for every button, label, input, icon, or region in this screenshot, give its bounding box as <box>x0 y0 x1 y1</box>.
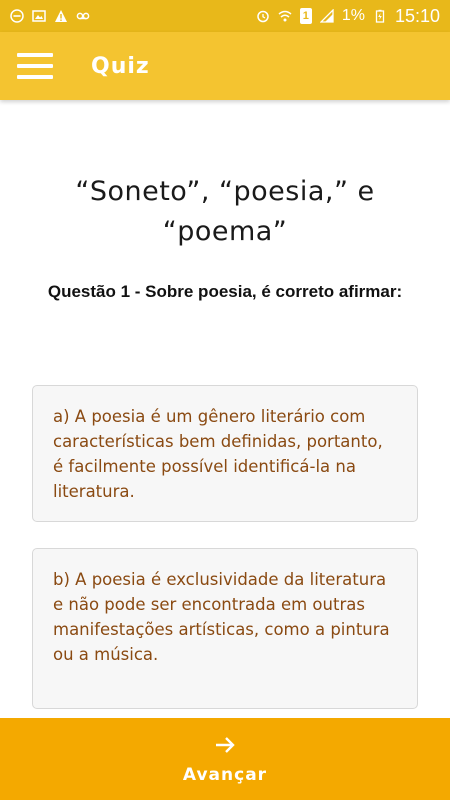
menu-line <box>17 53 53 57</box>
battery-charging-icon <box>373 9 387 23</box>
clock-time: 15:10 <box>394 5 440 26</box>
quiz-title: “Soneto”, “poesia,” e “poema” <box>75 176 375 247</box>
signal-icon <box>320 9 334 23</box>
question-text: Questão 1 - Sobre poesia, é correto afirmar: <box>47 282 403 301</box>
menu-line <box>17 64 53 68</box>
battery-percent: 1% <box>341 7 365 24</box>
alarm-icon <box>256 9 270 23</box>
answer-option-b[interactable]: b) A poesia é exclusividade da literatura e não pode ser encontrada em outras manifestações artísticas, como a pintura ou a música. <box>32 548 418 709</box>
voicemail-icon <box>76 9 90 23</box>
hamburger-menu-icon[interactable] <box>17 53 53 79</box>
app-title: Quiz <box>91 53 150 79</box>
app-bar <box>0 32 450 100</box>
status-bar <box>0 0 450 32</box>
menu-line <box>17 75 53 79</box>
status-left-icons <box>10 9 90 23</box>
next-button-label: Avançar <box>182 765 268 785</box>
warning-icon <box>54 9 68 23</box>
do-not-disturb-icon <box>10 9 24 23</box>
quiz-content[interactable] <box>0 100 450 718</box>
status-right-icons <box>256 6 440 27</box>
arrow-right-icon <box>213 733 237 757</box>
image-notification-icon <box>32 9 46 23</box>
next-button[interactable] <box>0 718 450 800</box>
wifi-icon <box>278 9 292 23</box>
answer-option-a[interactable]: a) A poesia é um gênero literário com características bem definidas, portanto, é facilmente possível identificá-la na literatura. <box>32 385 418 522</box>
sim-badge: 1 <box>300 8 312 24</box>
